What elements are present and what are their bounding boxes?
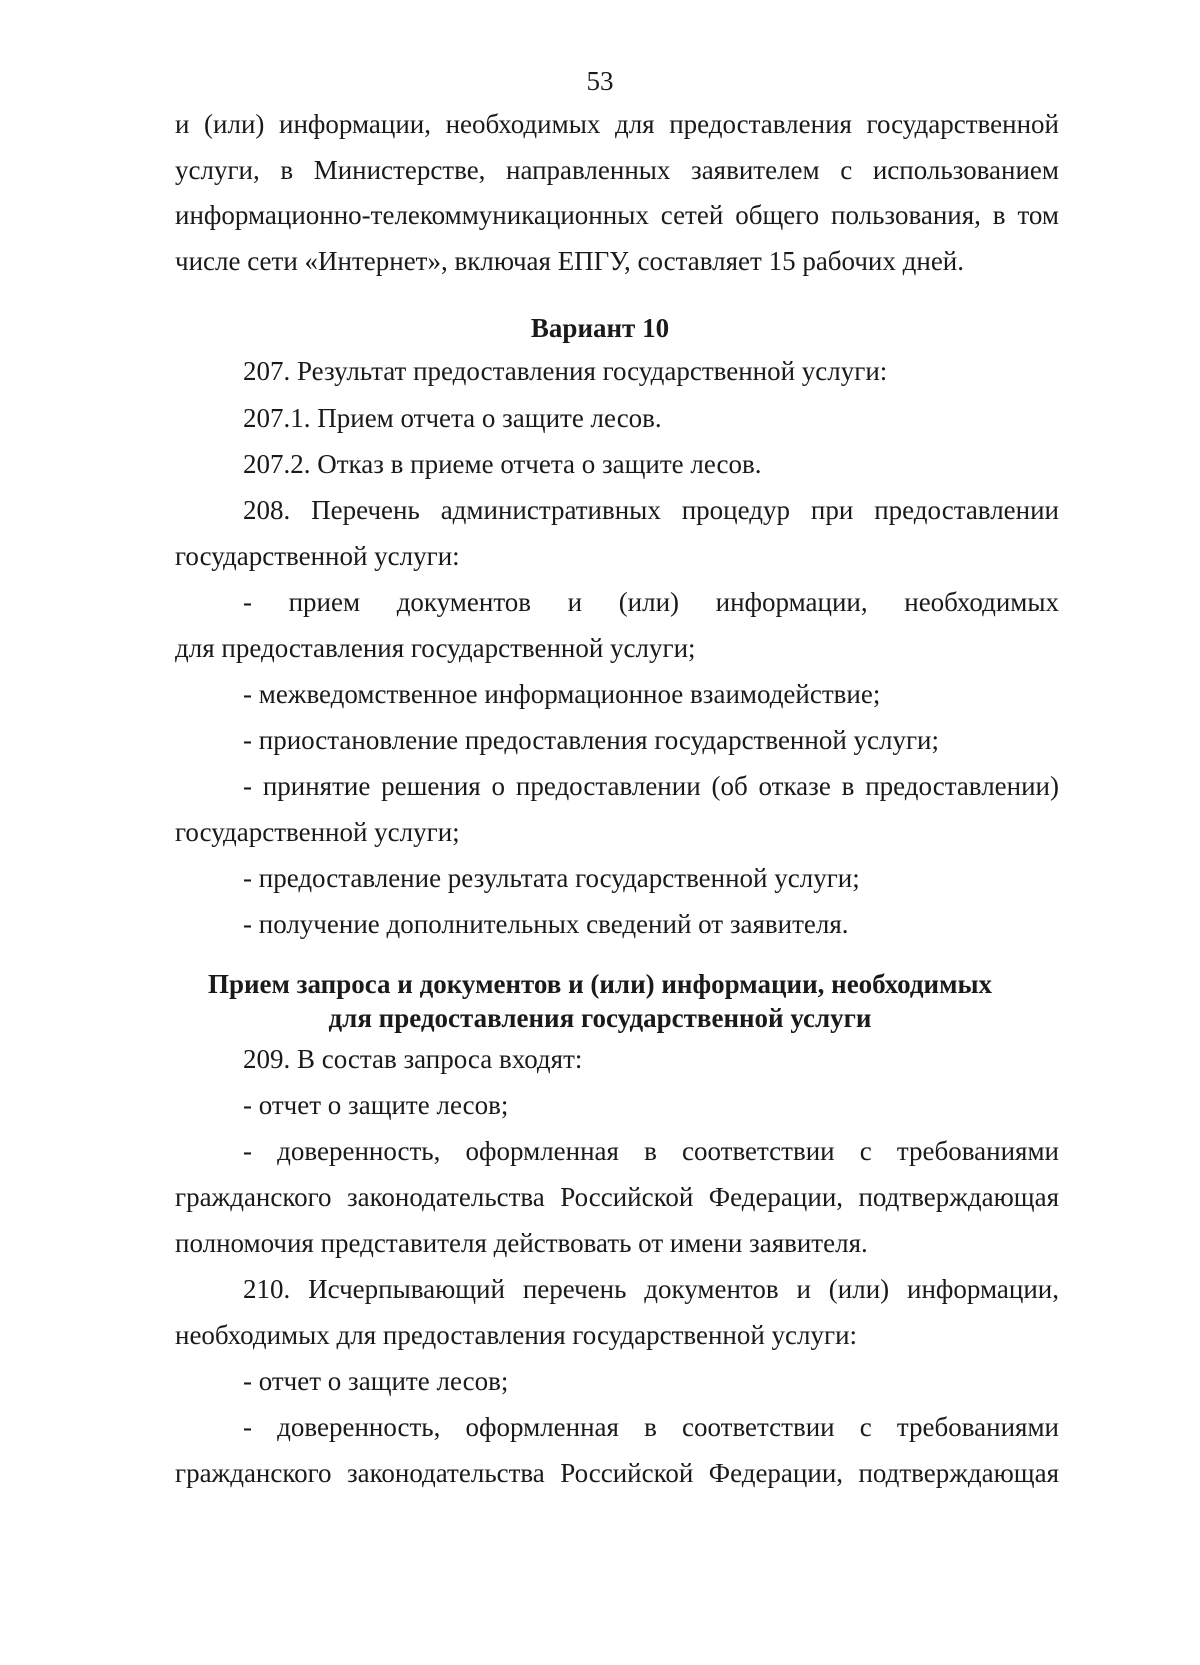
list-item-210-1: - отчет о защите лесов; bbox=[243, 1366, 509, 1396]
list-item-208-2: - межведомственное информационное взаимодействие; bbox=[243, 679, 881, 709]
paragraph-210-line-2: необходимых для предоставления государственной услуги: bbox=[175, 1320, 858, 1350]
list-item-209-1: - отчет о защите лесов; bbox=[243, 1090, 509, 1120]
list-item-209-2-line-2: гражданского законодательства Российской Федерации, подтверждающая bbox=[175, 1182, 1059, 1212]
paragraph-208-line-2: государственной услуги: bbox=[175, 541, 460, 571]
page-number: 53 bbox=[586, 66, 614, 96]
paragraph-208-line-1: 208. Перечень административных процедур при предоставлении bbox=[243, 495, 1059, 525]
section-heading-line-1: Прием запроса и документов и (или) информации, необходимых bbox=[207, 969, 993, 999]
list-item-210-2-line-1: - доверенность, оформленная в соответствии с требованиями bbox=[243, 1412, 1059, 1442]
list-item-208-1-line-1: - прием документов и (или) информации, необходимых bbox=[243, 587, 1059, 617]
list-item-209-2-line-1: - доверенность, оформленная в соответствии с требованиями bbox=[243, 1136, 1059, 1166]
intro-line-2: услуги, в Министерстве, направленных заявителем с использованием bbox=[175, 155, 1059, 185]
paragraph-207: 207. Результат предоставления государственной услуги: bbox=[243, 356, 888, 386]
intro-line-1: и (или) информации, необходимых для предоставления государственной bbox=[175, 109, 1059, 139]
list-item-209-2-line-3: полномочия представителя действовать от имени заявителя. bbox=[175, 1228, 868, 1258]
list-item-208-4-line-1: - принятие решения о предоставлении (об отказе в предоставлении) bbox=[243, 771, 1059, 801]
paragraph-210-line-1: 210. Исчерпывающий перечень документов и (или) информации, bbox=[243, 1274, 1059, 1304]
list-item-208-5: - предоставление результата государственной услуги; bbox=[243, 863, 860, 893]
paragraph-207-2: 207.2. Отказ в приеме отчета о защите лесов. bbox=[243, 449, 762, 479]
list-item-208-6: - получение дополнительных сведений от заявителя. bbox=[243, 909, 849, 939]
list-item-210-2-line-2: гражданского законодательства Российской Федерации, подтверждающая bbox=[175, 1458, 1059, 1488]
intro-line-3: информационно-телекоммуникационных сетей общего пользования, в том bbox=[175, 200, 1059, 230]
section-heading-line-2: для предоставления государственной услуги bbox=[328, 1003, 872, 1033]
list-item-208-1-line-2: для предоставления государственной услуги; bbox=[175, 633, 696, 663]
list-item-208-3: - приостановление предоставления государственной услуги; bbox=[243, 725, 940, 755]
variant-heading: Вариант 10 bbox=[530, 313, 670, 343]
paragraph-207-1: 207.1. Прием отчета о защите лесов. bbox=[243, 403, 662, 433]
intro-line-4: числе сети «Интернет», включая ЕПГУ, составляет 15 рабочих дней. bbox=[175, 246, 964, 276]
list-item-208-4-line-2: государственной услуги; bbox=[175, 817, 460, 847]
paragraph-209: 209. В состав запроса входят: bbox=[243, 1044, 583, 1074]
